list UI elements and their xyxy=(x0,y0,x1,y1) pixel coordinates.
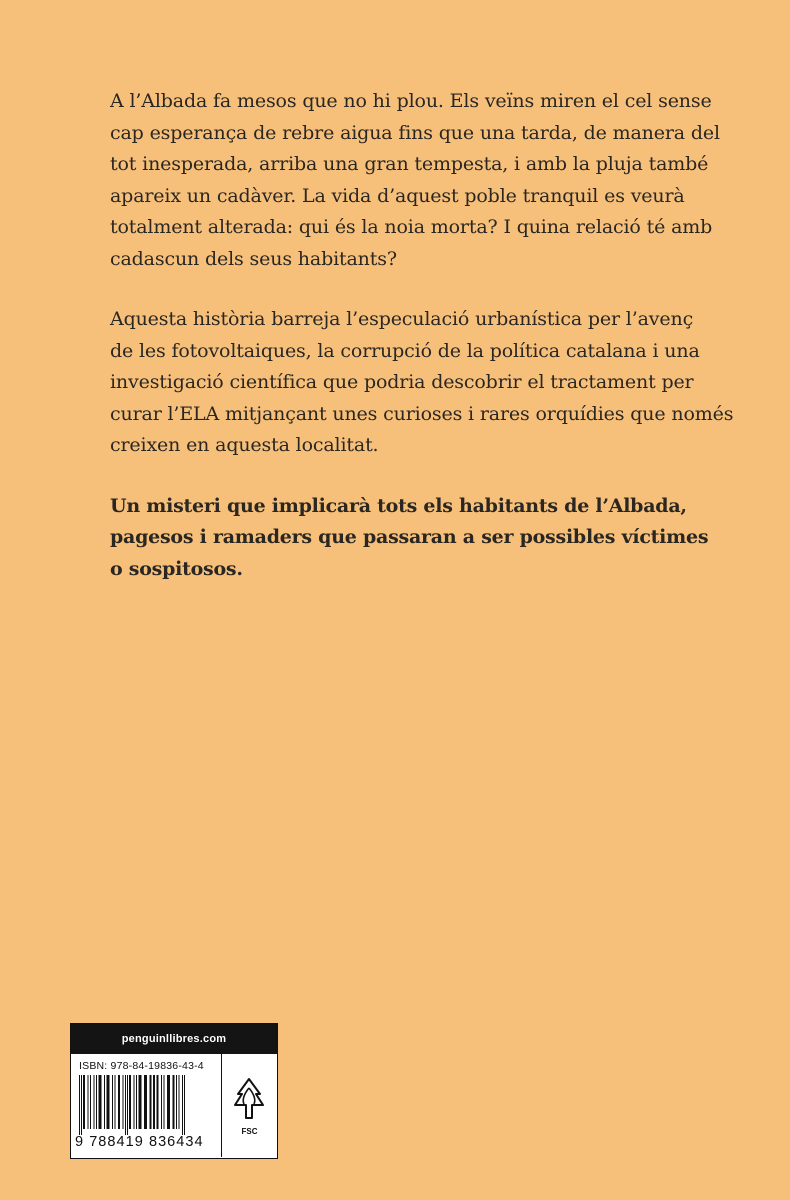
barcode-digits: 9 788419 836434 xyxy=(75,1134,204,1150)
blurb-paragraph-1 xyxy=(110,86,720,275)
fsc-area xyxy=(222,1054,277,1157)
text-line: de les fotovoltaiques, la corrupció de la política catalana i una xyxy=(110,339,700,362)
text-line: curar l’ELA mitjançant unes curioses i rares orquídies que només xyxy=(110,402,734,425)
text-line: Aquesta història barreja l’especulació urbanística per l’avenç xyxy=(110,308,694,330)
text-line: cadascun dels seus habitants? xyxy=(110,247,397,270)
blurb-paragraph-2 xyxy=(110,304,734,462)
barcode-icon xyxy=(77,1075,215,1135)
fsc-tree-icon xyxy=(232,1076,266,1124)
text-line: investigació científica que podria descobrir el tractament per xyxy=(110,371,694,393)
text-line: o sospitosos. xyxy=(110,557,243,580)
text-line: totalment alterada: qui és la noia morta? I quina relació té amb xyxy=(110,216,713,238)
text-line: A l’Albada fa mesos que no hi plou. Els veïns miren el cel sense xyxy=(110,90,712,112)
text-line: tot inesperada, arriba una gran tempesta, i amb la pluja també xyxy=(110,153,709,175)
text-line: Un misteri que implicarà tots els habitants de l’Albada, xyxy=(110,494,687,517)
text-line: pagesos i ramaders que passaran a ser possibles víctimes xyxy=(110,526,709,548)
text-line: creixen en aquesta localitat. xyxy=(110,434,379,456)
fsc-label: FSC xyxy=(241,1127,258,1136)
barcode-block xyxy=(70,1023,278,1159)
blurb xyxy=(110,86,734,614)
publisher-website: penguinllibres.com xyxy=(71,1024,277,1054)
isbn-area xyxy=(71,1054,222,1157)
isbn-label: ISBN: 978-84-19836-43-4 xyxy=(79,1060,204,1072)
text-line: cap esperança de rebre aigua fins que una tarda, de manera del xyxy=(110,121,720,144)
blurb-tagline xyxy=(110,491,710,586)
text-line: apareix un cadàver. La vida d’aquest poble tranquil es veurà xyxy=(110,184,685,207)
